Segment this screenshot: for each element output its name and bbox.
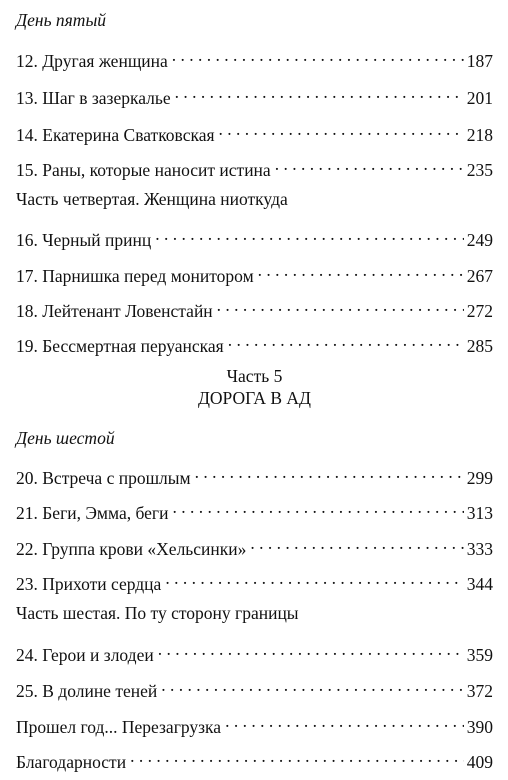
toc-entry [16,744,493,772]
toc-entry [16,637,493,665]
toc-entry-title: 19. Бессмертная перуанская [16,336,224,356]
dot-leader [158,637,464,661]
day-five-heading: День пятый [16,10,107,30]
toc-entry-page: 218 [466,125,493,145]
toc-entry-page: 333 [466,539,493,559]
toc-entry-page: 390 [466,717,493,737]
toc-entry [16,80,493,108]
toc-entry [16,117,493,145]
toc-entry-page: 187 [466,51,493,71]
toc-entry [16,709,493,737]
toc-entry-page: 409 [466,752,493,772]
toc-entry [16,531,493,559]
part-six-heading: Часть шестая. По ту сторону границы [16,603,299,623]
toc-entry [16,43,493,71]
toc-entry-title: Прошел год... Перезагрузка [16,717,222,737]
dot-leader [219,117,464,141]
dot-leader [165,566,463,590]
toc-entry-title: 23. Прихоти сердца [16,574,162,594]
dot-leader [130,744,464,768]
toc-entry-title: 13. Шаг в зазеркалье [16,88,171,108]
toc-entry-title: 14. Екатерина Сватковская [16,125,215,145]
toc-entry-page: 201 [466,88,493,108]
toc-entry [16,673,493,701]
toc-entry-title: Благодарности [16,752,127,772]
dot-leader [175,80,464,104]
day-six-heading: День шестой [16,428,115,448]
toc-entry-title: 18. Лейтенант Ловенстайн [16,301,213,321]
dot-leader [172,495,463,519]
toc-entry-title: 21. Беги, Эмма, беги [16,503,169,523]
toc-entry-title: 16. Черный принц [16,230,152,250]
dot-leader [161,673,464,697]
toc-entry [16,566,493,594]
toc-entry-title: 20. Встреча с прошлым [16,468,191,488]
dot-leader [225,709,464,733]
toc-entry-page: 272 [466,301,493,321]
dot-leader [228,328,464,352]
dot-leader [195,460,464,484]
part-five-label: Часть 5 [226,366,283,386]
table-of-contents [16,0,493,780]
toc-entry-page: 267 [466,266,493,286]
dot-leader [155,222,464,246]
toc-entry [16,460,493,488]
dot-leader [258,258,464,282]
toc-entry-page: 344 [466,574,493,594]
toc-entry-title: 25. В долине теней [16,681,158,701]
toc-entry [16,152,493,180]
part-five-title: ДОРОГА В АД [197,388,311,408]
dot-leader [275,152,464,176]
dot-leader [172,43,464,67]
toc-entry-page: 299 [466,468,493,488]
dot-leader [250,531,463,555]
toc-entry-title: 12. Другая женщина [16,51,168,71]
toc-entry [16,293,493,321]
toc-entry-page: 359 [466,645,493,665]
toc-entry-page: 285 [466,336,493,356]
toc-entry-title: 24. Герои и злодеи [16,645,154,665]
toc-entry-page: 249 [466,230,493,250]
toc-entry [16,328,493,356]
toc-entry [16,222,493,250]
toc-entry [16,258,493,286]
toc-entry-title: 22. Группа крови «Хельсинки» [16,539,247,559]
toc-entry-title: 17. Парнишка перед монитором [16,266,254,286]
toc-entry-title: 15. Раны, которые наносит истина [16,160,271,180]
dot-leader [217,293,464,317]
toc-entry-page: 235 [466,160,493,180]
toc-entry-page: 313 [466,503,493,523]
toc-entry-page: 372 [466,681,493,701]
toc-entry [16,495,493,523]
part-four-heading: Часть четвертая. Женщина ниоткуда [16,189,288,209]
